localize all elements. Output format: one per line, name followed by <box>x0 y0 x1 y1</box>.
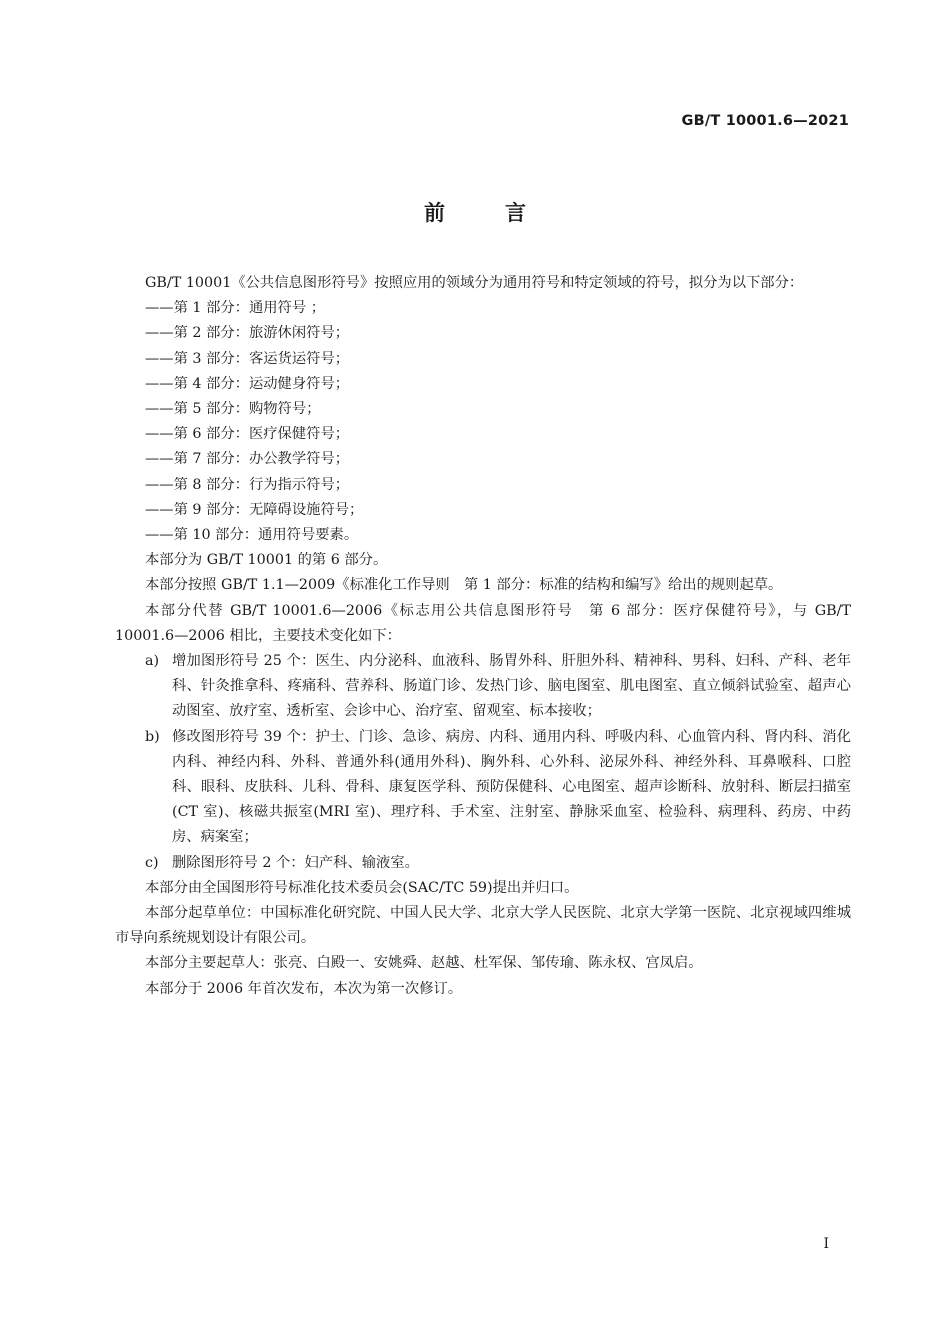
page-number: I <box>823 1236 829 1252</box>
list-item-text: 修改图形符号 39 个：护士、门诊、急诊、病房、内科、通用内科、呼吸内科、心血管内科、肾内科、消化内科、神经内科、外科、普通外科(通用外科)、胸外科、心外科、泌尿外科、神经外科、耳鼻喉科、口腔科、眼科、皮肤科、儿科、骨科、康复医学科、预防保健科、心电图室、超声诊断科、放射科、断层扫描室(CT 室)、核磁共振室(MRI 室)、理疗科、手术室、注射室、静脉采血室、检验科、病理科、药房、中药房、病案室； <box>172 728 851 846</box>
foreword-body <box>115 271 851 1002</box>
drafters-paragraph: 本部分主要起草人：张亮、白殿一、安姚舜、赵越、杜军保、邹传瑜、陈永权、宫凤启。 <box>145 955 703 972</box>
drafting-units-paragraph: 本部分起草单位：中国标准化研究院、中国人民大学、北京大学人民医院、北京大学第一医院、北京视域四维城市导向系统规划设计有限公司。 <box>115 905 851 947</box>
list-item-text: 删除图形符号 2 个：妇产科、输液室。 <box>172 854 419 871</box>
list-item: ——第 9 部分：无障碍设施符号； <box>145 501 364 518</box>
list-marker: c) <box>145 854 159 871</box>
list-item: ——第 5 部分：购物符号； <box>145 401 321 418</box>
parts-list <box>115 296 851 548</box>
drafting-rules-paragraph: 本部分按照 GB/T 1.1—2009《标准化工作导则 第 1 部分：标准的结构和编写》给出的规则起草。 <box>145 577 783 594</box>
list-item: ——第 8 部分：行为指示符号； <box>145 476 350 493</box>
change-item-c <box>115 851 851 876</box>
list-item: ——第 3 部分：客运货运符号； <box>145 350 350 367</box>
list-item: ——第 7 部分：办公教学符号； <box>145 451 350 468</box>
list-marker: a) <box>145 653 160 670</box>
change-item-b <box>115 725 851 851</box>
list-marker: b) <box>145 728 160 745</box>
list-item: ——第 6 部分：医疗保健符号； <box>145 426 350 443</box>
replaces-paragraph: 本部分代替 GB/T 10001.6—2006《标志用公共信息图形符号 第 6 部分：医疗保健符号》，与 GB/T 10001.6—2006 相比，主要技术变化如下： <box>115 602 851 644</box>
intro-paragraph: GB/T 10001《公共信息图形符号》按照应用的领域分为通用符号和特定领域的符号，拟分为以下部分： <box>145 275 804 291</box>
page-title: 前言 <box>424 201 586 225</box>
change-item-a <box>115 649 851 725</box>
part-of-paragraph: 本部分为 GB/T 10001 的第 6 部分。 <box>145 552 388 569</box>
changes-list <box>115 649 851 876</box>
list-item: ——第 4 部分：运动健身符号； <box>145 375 350 392</box>
list-item: ——第 10 部分：通用符号要素。 <box>145 527 359 544</box>
history-paragraph: 本部分于 2006 年首次发布，本次为第一次修订。 <box>145 980 463 997</box>
list-item: ——第 1 部分：通用符号 ； <box>145 300 325 317</box>
list-item: ——第 2 部分：旅游休闲符号； <box>145 325 350 342</box>
list-item-text: 增加图形符号 25 个：医生、内分泌科、血液科、肠胃外科、肝胆外科、精神科、男科、妇科、产科、老年科、针灸推拿科、疼痛科、营养科、肠道门诊、发热门诊、脑电图室、肌电图室、直立倾斜试验室、超声心动图室、放疗室、透析室、会诊中心、治疗室、留观室、标本接收； <box>172 653 851 720</box>
proposed-by-paragraph: 本部分由全国图形符号标准化技术委员会(SAC/TC 59)提出并归口。 <box>145 879 579 896</box>
standard-code: GB/T 10001.6—2021 <box>681 113 849 129</box>
